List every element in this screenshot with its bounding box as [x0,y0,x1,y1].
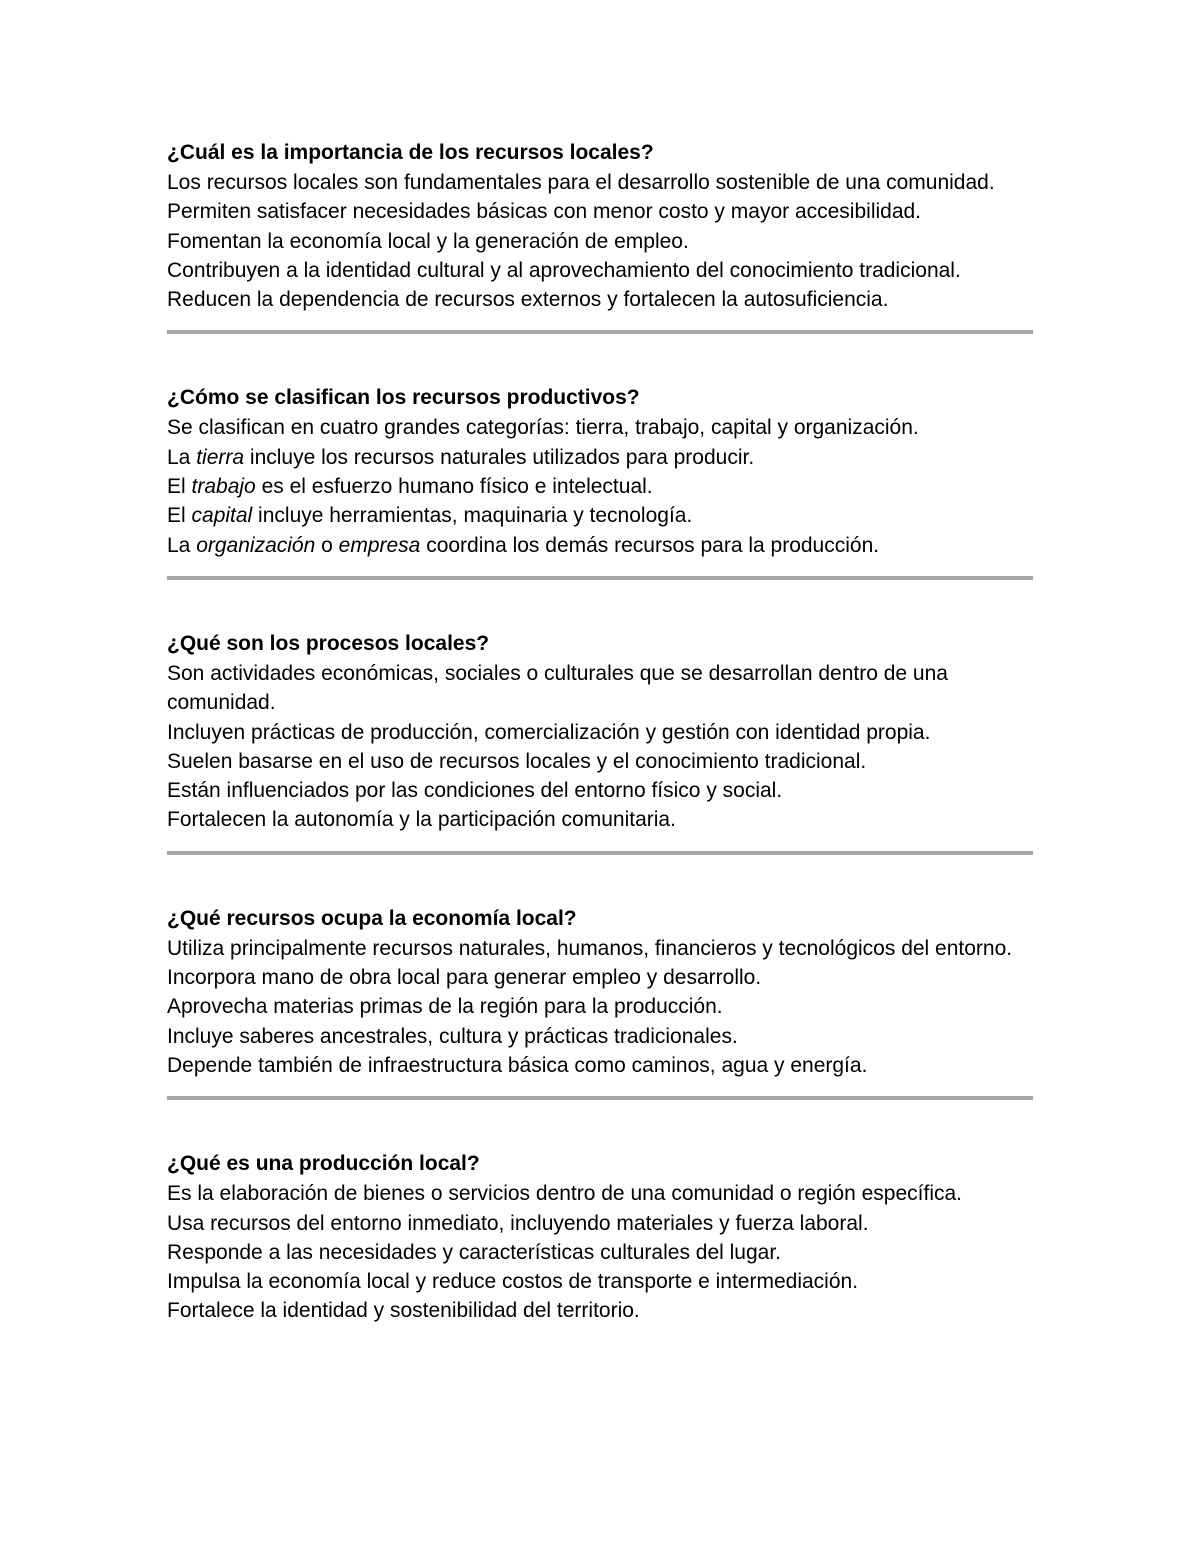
question-heading: ¿Cómo se clasifican los recursos productivos? [167,386,640,410]
answer-text: es el esfuerzo humano físico e intelectual. [255,475,653,499]
answer-line: Contribuyen a la identidad cultural y al aprovechamiento del conocimiento tradicional. [167,258,961,282]
answer-line: Se clasifican en cuatro grandes categorías: tierra, trabajo, capital y organización. [167,416,919,440]
answer-line: Reducen la dependencia de recursos externos y fortalecen la autosuficiencia. [167,288,889,312]
document-page [167,138,1033,1326]
answer-text: La [167,445,197,469]
section-importancia-recursos [167,138,1033,314]
italic-term: organización [196,533,316,557]
section-divider [167,1096,1033,1100]
answer-line: Fomentan la economía local y la generación de empleo. [167,229,689,253]
answer-line: Utiliza principalmente recursos naturales, humanos, financieros y tecnológicos del entorno. [167,936,1013,960]
question-heading: ¿Qué recursos ocupa la economía local? [167,906,577,930]
section-procesos-locales [167,629,1033,835]
answer-line: Aprovecha materias primas de la región para la producción. [167,995,723,1019]
answer-line [167,443,1033,472]
answer-line: Permiten satisfacer necesidades básicas con menor costo y mayor accesibilidad. [167,200,922,224]
answer-text: o [315,533,339,557]
section-divider [167,851,1033,855]
answer-line [167,501,1033,530]
answer-text: La [167,533,197,557]
answer-line: Es la elaboración de bienes o servicios dentro de una comunidad o región específica. [167,1182,962,1206]
answer-line: Depende también de infraestructura básica como caminos, agua y energía. [167,1053,868,1077]
answer-line [167,531,1033,560]
italic-term: tierra [196,445,245,469]
section-divider [167,576,1033,580]
italic-term: empresa [338,533,421,557]
answer-line: Impulsa la economía local y reduce costos de transporte e intermediación. [167,1270,859,1294]
answer-text: El [167,475,192,499]
answer-line: Incorpora mano de obra local para generar empleo y desarrollo. [167,966,762,990]
answer-line: Están influenciados por las condiciones del entorno físico y social. [167,779,783,803]
answer-line: Los recursos locales son fundamentales para el desarrollo sostenible de una comunidad. [167,171,995,194]
answer-line: Son actividades económicas, sociales o culturales que se desarrollan dentro de una comunidad. [167,661,948,715]
answer-text: incluye los recursos naturales utilizados para producir. [244,445,755,469]
answer-text: coordina los demás recursos para la producción. [420,533,880,557]
answer-line: Fortalecen la autonomía y la participación comunitaria. [167,808,676,832]
answer-line: Responde a las necesidades y características culturales del lugar. [167,1240,782,1264]
question-heading: ¿Cuál es la importancia de los recursos locales? [167,141,654,164]
section-recursos-economia-local [167,904,1033,1080]
italic-term: capital [191,504,253,528]
answer-line: Incluyen prácticas de producción, comercialización y gestión con identidad propia. [167,720,931,744]
answer-text: El [167,504,192,528]
question-heading: ¿Qué son los procesos locales? [167,631,490,655]
question-heading: ¿Qué es una producción local? [167,1152,480,1176]
answer-text: incluye herramientas, maquinaria y tecnología. [252,504,693,528]
answer-line: Usa recursos del entorno inmediato, incluyendo materiales y fuerza laboral. [167,1211,869,1235]
answer-line: Suelen basarse en el uso de recursos locales y el conocimiento tradicional. [167,749,867,773]
section-produccion-local [167,1149,1033,1325]
section-divider [167,330,1033,334]
section-clasificacion-recursos [167,383,1033,559]
answer-line: Incluye saberes ancestrales, cultura y prácticas tradicionales. [167,1024,738,1048]
italic-term: trabajo [191,475,256,499]
answer-line [167,472,1033,501]
answer-line: Fortalece la identidad y sostenibilidad del territorio. [167,1299,640,1323]
